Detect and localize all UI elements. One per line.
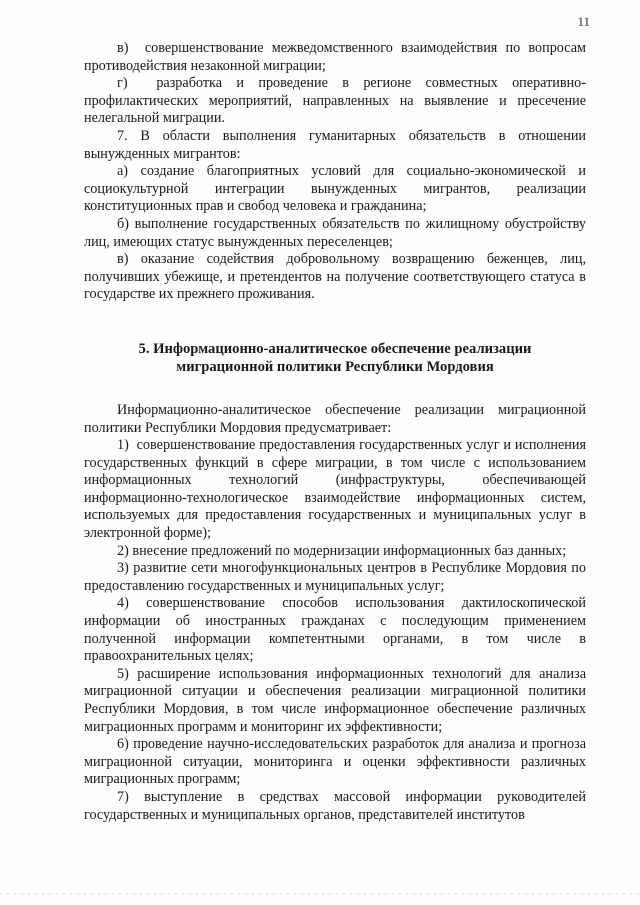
document-body xyxy=(84,40,586,824)
list-item-2: 2) внесение предложений по модернизации информационных баз данных; xyxy=(117,542,567,559)
paragraph-g-operations: г) разработка и проведение в регионе совместных оперативно-профилактических мероприятий, направленных на выявление и пресечение нелегальной миграции. xyxy=(84,75,586,127)
scan-noise xyxy=(0,893,640,895)
list-item-7: 7) выступление в средствах массовой информации руководителей государственных и муниципальных органов, представителей институтов xyxy=(84,788,586,823)
list-item-3: 3) развитие сети многофункциональных центров в Республике Мордовия по предоставлению государственных и муниципальных услуг; xyxy=(84,560,586,594)
paragraph-7-humanitarian: 7. В области выполнения гуманитарных обязательств в отношении вынужденных мигрантов: xyxy=(84,127,586,162)
section-heading-line-2: миграционной политики Республики Мордовия xyxy=(176,358,494,375)
paragraph-intro: Информационно-аналитическое обеспечение реализации миграционной политики Республики Мордовия предусматривает: xyxy=(84,401,586,436)
paragraph-b-housing: б) выполнение государственных обязательств по жилищному обустройству лиц, имеющих статус вынужденных переселенцев; xyxy=(84,215,586,250)
list-item-4: 4) совершенствование способов использования дактилоскопической информации об иностранных гражданах с последующим применением полученной информации компетентными органами, в том числе в правоохранительных целях; xyxy=(84,595,586,665)
list-item-1: 1) совершенствование предоставления государственных услуг и исполнения государственных функций в сфере миграции, в том числе с использованием информационных технологий (инфраструктуры, обеспечивающей информационно-технологическое взаимодействие информационных систем, используемых для предоставления государственных и муниципальных услуг в электронной форме); xyxy=(84,437,586,542)
paragraph-v-interagency: в) совершенствование межведомственного взаимодействия по вопросам противодействия незаконной миграции; xyxy=(84,40,586,74)
paragraph-v-return: в) оказание содействия добровольному возвращению беженцев, лиц, получивших убежище, и претендентов на получение соответствующего статуса в государстве их прежнего проживания. xyxy=(84,251,586,303)
list-item-6: 6) проведение научно-исследовательских разработок для анализа и прогноза миграционной ситуации, мониторинга и оценки эффективности различных миграционных программ; xyxy=(84,736,586,788)
list-item-5: 5) расширение использования информационных технологий для анализа миграционной ситуации и обеспечения реализации миграционной политики Республики Мордовия, в том числе информационное обеспечение различных миграционных программ и мониторинг их эффективности; xyxy=(84,665,586,735)
section-heading-line-1: 5. Информационно-аналитическое обеспечение реализации xyxy=(138,340,532,357)
heading-spacer xyxy=(84,376,586,402)
paragraph-a-integration: а) создание благоприятных условий для социально-экономической и социокультурной интеграции вынужденных мигрантов, реализации конституционных прав и свобод человека и гражданина; xyxy=(84,163,586,215)
section-spacer xyxy=(84,304,586,340)
section-heading xyxy=(84,340,586,376)
page-number: 11 xyxy=(577,14,590,29)
